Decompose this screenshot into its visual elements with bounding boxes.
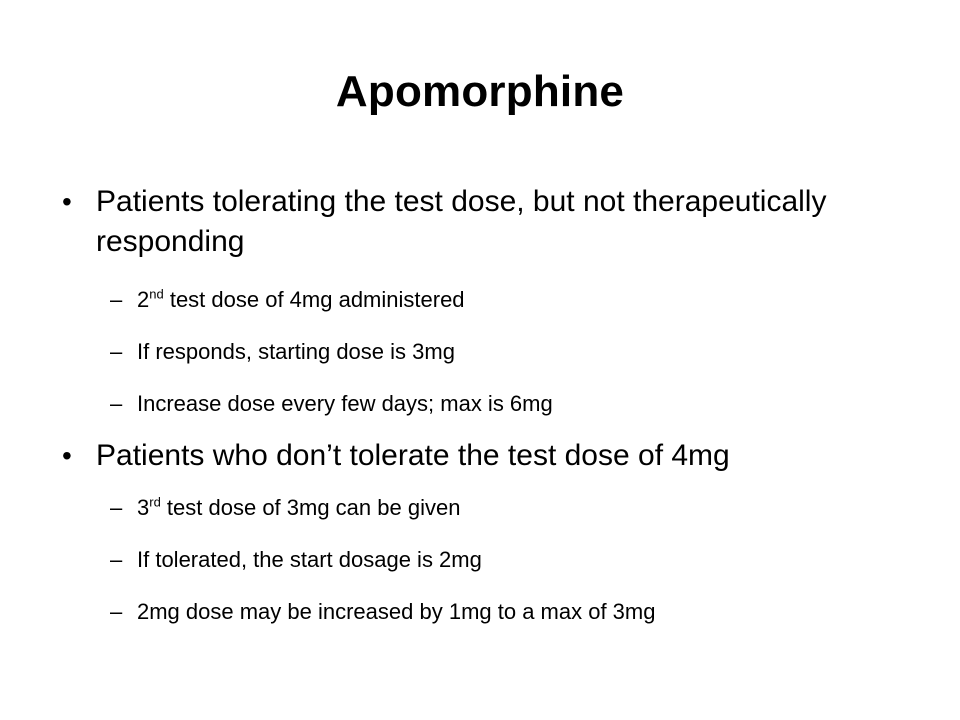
sub-bullet-rest: test dose of 4mg administered — [163, 287, 465, 312]
ordinal-suffix: rd — [149, 494, 161, 510]
ordinal-number: 2 — [137, 287, 150, 312]
sub-bullet-text: Increase dose every few days; max is 6mg — [137, 391, 553, 416]
sub-bullet-text — [137, 494, 917, 522]
dash-symbol: – — [110, 391, 123, 416]
dash-symbol: – — [110, 287, 123, 312]
dash-symbol: – — [110, 495, 123, 520]
bullet-symbol: • — [62, 186, 72, 217]
bullet-text: Patients who don’t tolerate the test dose of 4mg — [96, 439, 730, 472]
bullet-text: Patients tolerating the test dose, but not therapeutically responding — [96, 185, 827, 258]
sub-bullet-rest: test dose of 3mg can be given — [160, 495, 461, 520]
sub-bullet-text: 2mg dose may be increased by 1mg to a max of 3mg — [137, 599, 656, 624]
sub-bullet-text — [137, 286, 917, 314]
sub-bullet-text: If tolerated, the start dosage is 2mg — [137, 547, 482, 572]
dash-symbol: – — [110, 339, 123, 364]
bullet-symbol: • — [62, 440, 72, 471]
slide-title: Apomorphine — [335, 67, 625, 116]
ordinal-suffix: nd — [149, 286, 164, 302]
sub-bullet-text: If responds, starting dose is 3mg — [137, 339, 455, 364]
dash-symbol: – — [110, 547, 123, 572]
dash-symbol: – — [110, 599, 123, 624]
ordinal-number: 3 — [137, 495, 150, 520]
